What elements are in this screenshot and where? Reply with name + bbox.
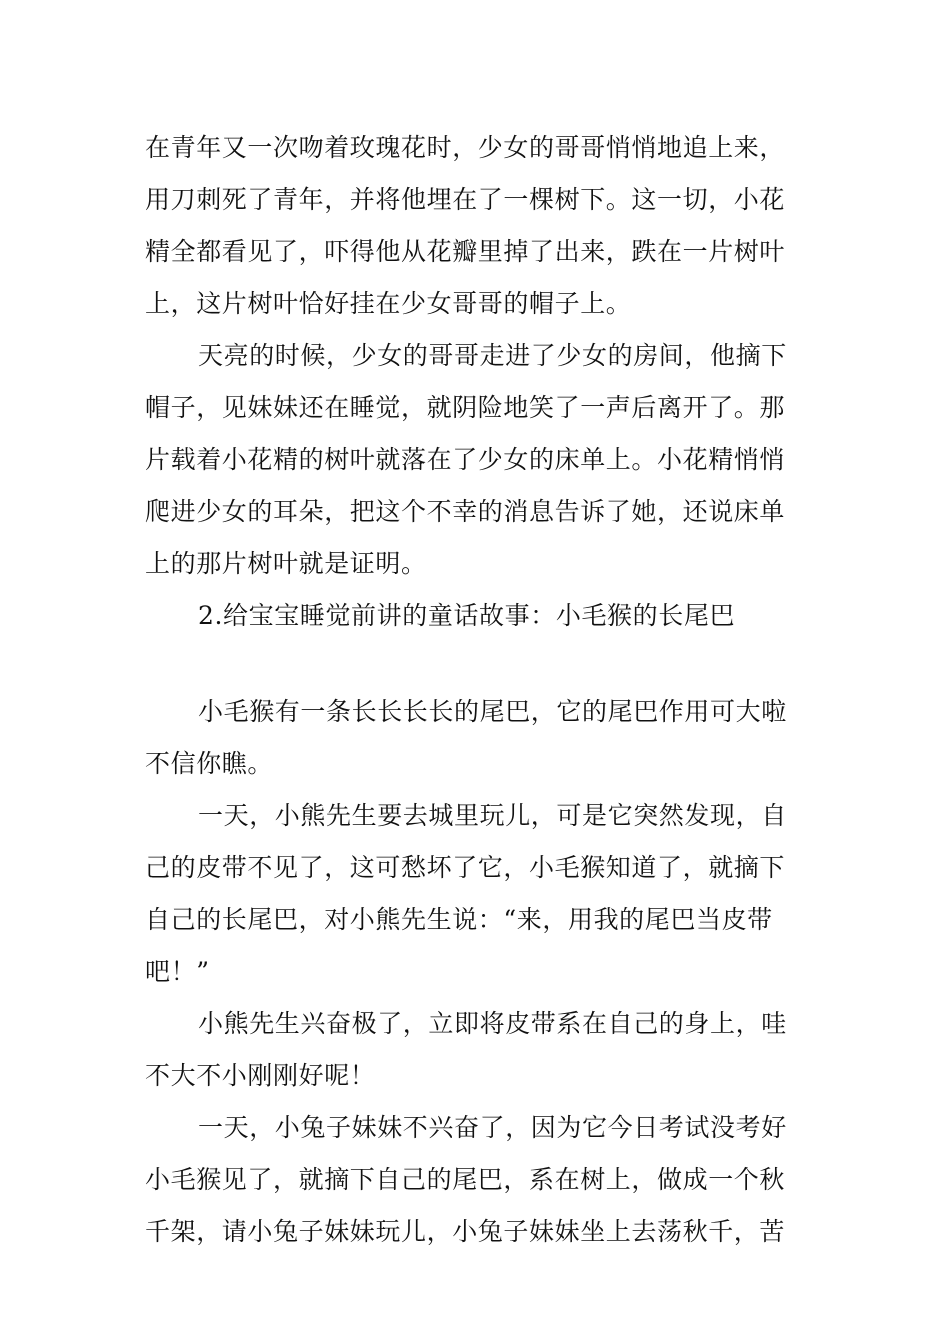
paragraph-line: 用刀刺死了青年，并将他埋在了一棵树下。这一切，小花	[145, 185, 786, 214]
paragraph-line: 小熊先生兴奋极了，立即将皮带系在自己的身上，哇	[198, 1009, 787, 1038]
paragraph-line: 一天，小兔子妹妹不兴奋了，因为它今日考试没考好	[198, 1113, 787, 1142]
paragraph-line: 天亮的时候，少女的哥哥走进了少女的房间，他摘下	[198, 341, 787, 370]
paragraph-line: 小毛猴有一条长长长长的尾巴，它的尾巴作用可大啦	[198, 697, 787, 726]
paragraph-line: 在青年又一次吻着玫瑰花时，少女的哥哥悄悄地追上来，	[145, 133, 786, 162]
paragraph-line: 不大不小刚刚好呢！	[145, 1061, 376, 1090]
paragraph-line: 上，这片树叶恰好挂在少女哥哥的帽子上。	[145, 289, 632, 318]
paragraph-line: 爬进少女的耳朵，把这个不幸的消息告诉了她，还说床单	[145, 497, 786, 526]
paragraph-line: 自己的长尾巴，对小熊先生说：“来，用我的尾巴当皮带	[145, 905, 773, 934]
paragraph-line: 上的那片树叶就是证明。	[145, 549, 427, 578]
paragraph-line: 己的皮带不见了，这可愁坏了它，小毛猴知道了，就摘下	[145, 853, 786, 882]
paragraph-line: 小毛猴见了，就摘下自己的尾巴，系在树上，做成一个秋	[145, 1165, 786, 1194]
paragraph-line: 精全都看见了，吓得他从花瓣里掉了出来，跌在一片树叶	[145, 237, 786, 266]
paragraph-line: 不信你瞧。	[145, 749, 274, 778]
paragraph-line: 一天，小熊先生要去城里玩儿，可是它突然发现，自	[198, 801, 787, 830]
paragraph-line: 吧！”	[145, 957, 210, 986]
section-heading: 2.给宝宝睡觉前讲的童话故事：小毛猴的长尾巴	[198, 601, 736, 630]
paragraph-line: 片载着小花精的树叶就落在了少女的床单上。小花精悄悄	[145, 445, 786, 474]
paragraph-line: 千架，请小兔子妹妹玩儿，小兔子妹妹坐上去荡秋千，苦	[145, 1217, 786, 1246]
paragraph-line: 帽子，见妹妹还在睡觉，就阴险地笑了一声后离开了。那	[145, 393, 786, 422]
